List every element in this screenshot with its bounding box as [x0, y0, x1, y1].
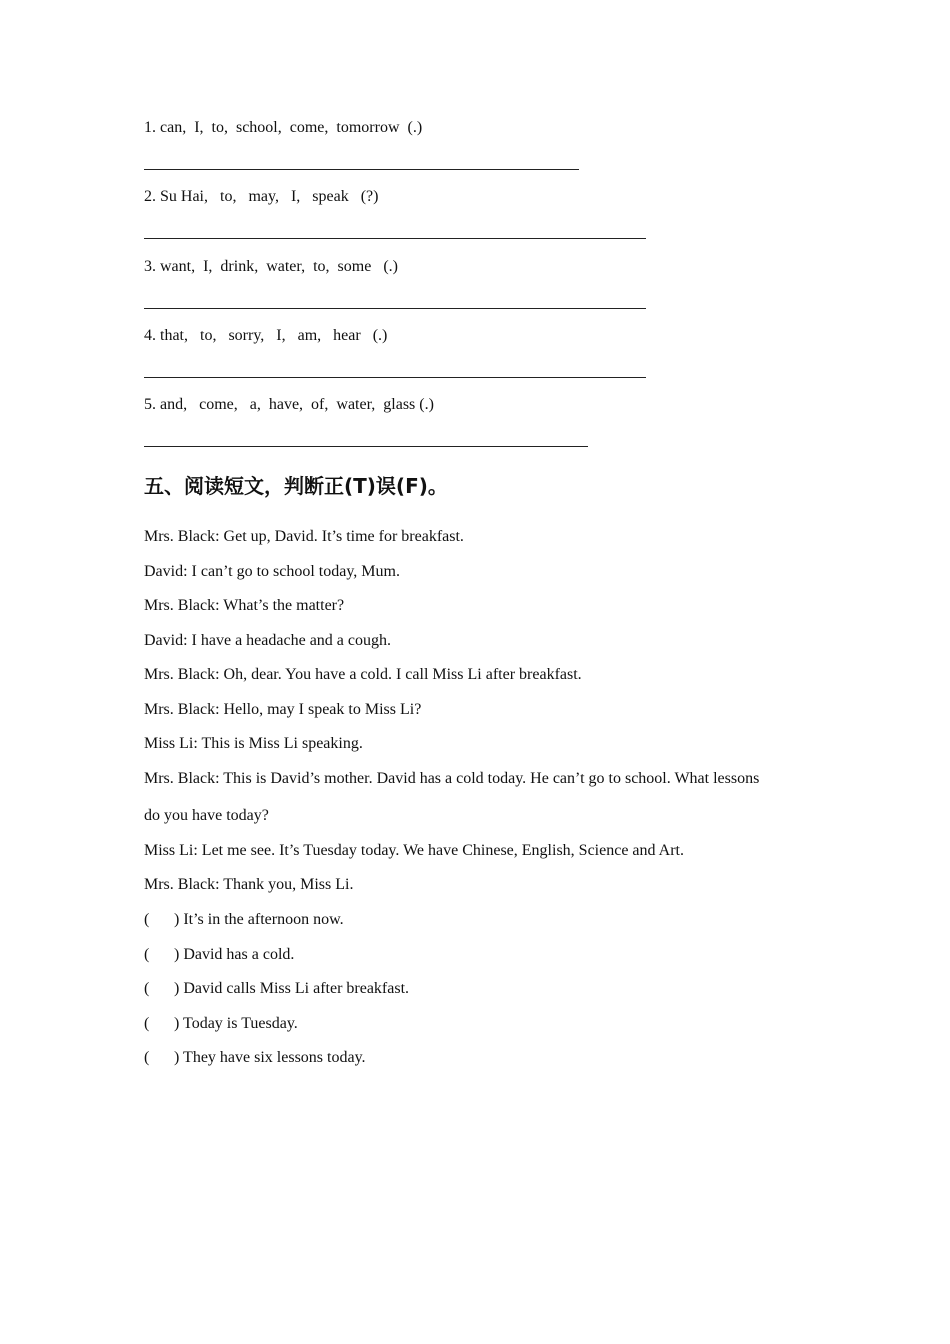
item-words: Su Hai, to, may, I, speak (?)	[160, 188, 379, 205]
judgement-item-4	[144, 1014, 298, 1034]
answer-blank[interactable]: (	[144, 980, 150, 997]
passage-line: Miss Li: Let me see. It’s Tuesday today. We have Chinese, English, Science and Art.	[144, 842, 684, 859]
statement-text: David has a cold.	[183, 946, 295, 963]
judgement-item-3	[144, 979, 409, 999]
ordering-item-3	[144, 257, 398, 277]
item-number: 5.	[144, 396, 156, 413]
ordering-item-2	[144, 187, 378, 207]
statement-text: It’s in the afternoon now.	[183, 911, 344, 928]
item-number: 3.	[144, 258, 156, 275]
answer-line-4[interactable]	[144, 377, 646, 378]
section-heading: 五、阅读短文，判断正(T)误(F)。	[144, 474, 448, 498]
answer-line-5[interactable]	[144, 446, 588, 447]
passage-line: do you have today?	[144, 807, 269, 824]
answer-blank[interactable]: (	[144, 1015, 150, 1032]
passage-line: Miss Li: This is Miss Li speaking.	[144, 735, 363, 752]
item-number: 4.	[144, 327, 156, 344]
item-words: that, to, sorry, I, am, hear (.)	[160, 327, 388, 344]
judgement-item-1	[144, 910, 344, 930]
passage-line: David: I can’t go to school today, Mum.	[144, 563, 400, 580]
passage-line: Mrs. Black: Hello, may I speak to Miss Li?	[144, 701, 422, 718]
passage-line: Mrs. Black: Get up, David. It’s time for breakfast.	[144, 528, 464, 545]
close-paren: )	[174, 980, 180, 997]
item-number: 1.	[144, 119, 156, 136]
ordering-item-5	[144, 395, 434, 415]
item-words: want, I, drink, water, to, some (.)	[160, 258, 398, 275]
passage-line: David: I have a headache and a cough.	[144, 632, 391, 649]
answer-line-3[interactable]	[144, 308, 646, 309]
answer-line-2[interactable]	[144, 238, 646, 239]
answer-blank[interactable]: (	[144, 911, 150, 928]
statement-text: David calls Miss Li after breakfast.	[183, 980, 410, 997]
passage-line: Mrs. Black: This is David’s mother. David has a cold today. He can’t go to school. What lessons	[144, 770, 760, 787]
passage-line: Mrs. Black: Oh, dear. You have a cold. I call Miss Li after breakfast.	[144, 666, 582, 683]
ordering-item-1	[144, 118, 422, 138]
ordering-item-4	[144, 326, 387, 346]
answer-line-1[interactable]	[144, 169, 579, 170]
statement-text: Today is Tuesday.	[183, 1015, 298, 1032]
close-paren: )	[174, 1015, 180, 1032]
item-words: can, I, to, school, come, tomorrow (.)	[160, 119, 423, 136]
item-words: and, come, a, have, of, water, glass (.)	[160, 396, 434, 413]
close-paren: )	[174, 911, 180, 928]
item-number: 2.	[144, 188, 156, 205]
passage-line: Mrs. Black: Thank you, Miss Li.	[144, 876, 354, 893]
answer-blank[interactable]: (	[144, 1049, 150, 1066]
judgement-item-5	[144, 1048, 366, 1068]
passage-line: Mrs. Black: What’s the matter?	[144, 597, 345, 614]
statement-text: They have six lessons today.	[183, 1049, 366, 1066]
answer-blank[interactable]: (	[144, 946, 150, 963]
judgement-item-2	[144, 945, 294, 965]
close-paren: )	[174, 946, 180, 963]
close-paren: )	[174, 1049, 180, 1066]
